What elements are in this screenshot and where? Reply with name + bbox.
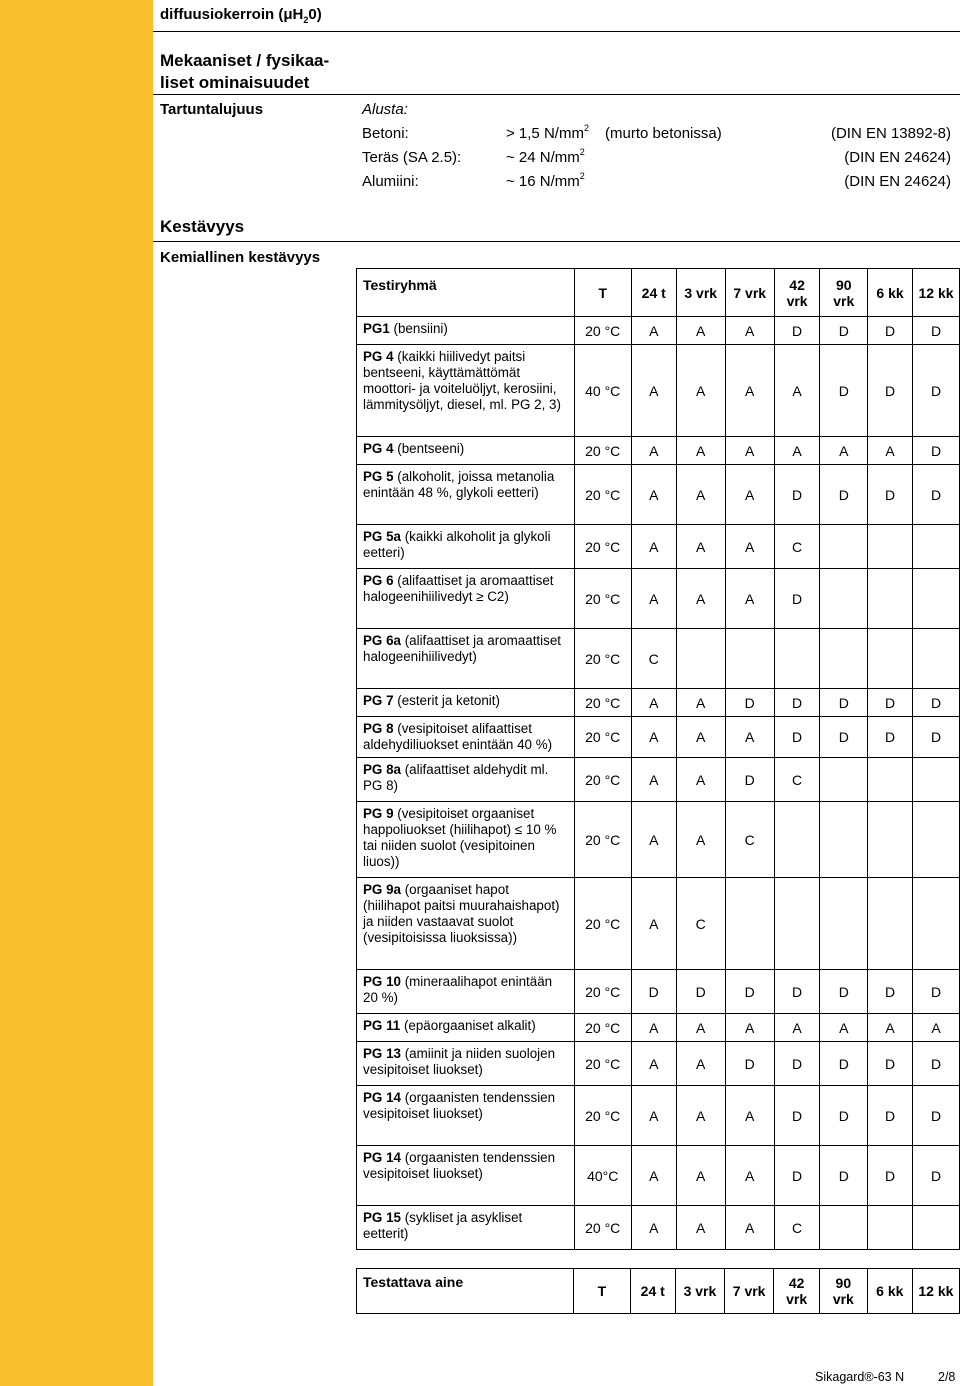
rating-cell: A [631,345,676,437]
tested-substance-table [356,1268,960,1314]
rating-cell: A [868,1014,913,1042]
rating-cell: D [676,970,725,1014]
table-row [357,878,960,970]
rating-cell: D [774,1146,820,1206]
temperature-cell: 40 °C [574,345,631,437]
rating-cell [820,569,868,629]
rating-cell [913,1206,960,1250]
test-group-code: PG 14 [363,1150,401,1165]
rating-cell [820,758,868,802]
table-header-row [357,1269,960,1314]
table-row [357,317,960,345]
rating-cell [774,629,820,689]
col-header: 24 t [631,269,676,317]
temperature-cell: 20 °C [574,878,631,970]
rating-cell: A [725,1206,774,1250]
table-row [357,1014,960,1042]
col-header: T [574,1269,631,1314]
test-group-code: PG 15 [363,1210,401,1225]
rating-cell: A [676,345,725,437]
test-group-code: PG1 [363,321,390,336]
temperature-cell: 20 °C [574,465,631,525]
rating-cell: A [631,465,676,525]
rating-cell: D [725,689,774,717]
test-group-description: (amiinit ja niiden suolojen vesipitoiset liuokset) [363,1046,556,1077]
rating-cell [820,802,868,878]
rating-cell: D [820,1086,868,1146]
rating-cell: A [725,1146,774,1206]
rating-cell: A [676,569,725,629]
rating-cell: A [631,878,676,970]
table-row [357,970,960,1014]
rating-cell: A [676,1042,725,1086]
rating-cell: C [774,758,820,802]
rating-cell [868,758,913,802]
rating-cell: A [631,1014,676,1042]
col-header: T [574,269,631,317]
footer-page: 2/8 [938,1370,956,1384]
rating-cell [913,525,960,569]
rating-cell: D [868,717,913,758]
temperature-cell: 20 °C [574,437,631,465]
test-group-description: (bentseeni) [393,441,465,456]
chemical-resistance-label: Kemiallinen kestävyys [160,249,321,266]
test-group-name [357,1042,575,1086]
test-group-description: (vesipitoiset orgaaniset happoliuokset (hiilihapot) ≤ 10 % tai niiden suolot (vesipitoinen liuos)) [363,806,557,869]
rating-cell: A [631,1086,676,1146]
rating-cell: D [820,317,868,345]
col-header: 7 vrk [725,1269,774,1314]
rating-cell: A [676,1146,725,1206]
rating-cell: A [676,1206,725,1250]
rating-cell: A [725,717,774,758]
rating-cell: A [676,1086,725,1146]
rating-cell: A [631,758,676,802]
rating-cell: A [725,569,774,629]
temperature-cell: 20 °C [574,1086,631,1146]
test-group-name [357,345,575,437]
rating-cell: C [725,802,774,878]
rating-cell: A [676,317,725,345]
rating-cell: A [725,317,774,345]
rating-cell: A [725,1086,774,1146]
adhesion-value: ~ 16 $N/mm^2$ [506,171,585,190]
diffusion-label: diffuusiokerroin $(\mu H_20)$ [160,6,322,25]
rating-cell: D [913,317,960,345]
rating-cell: A [631,802,676,878]
rating-cell [676,629,725,689]
table-row [357,802,960,878]
table-row [357,465,960,525]
rating-cell [913,802,960,878]
test-group-code: PG 7 [363,693,394,708]
table-row [357,569,960,629]
rating-cell: A [631,1206,676,1250]
rating-cell: D [913,465,960,525]
test-group-code: PG 8 [363,721,394,736]
test-group-description: (kaikki hiilivedyt paitsi bentseeni, käyttämättömät moottori- ja voiteluöljyt, kerosiini, lämmitysöljyt, diesel, ml. PG 2, 3) [363,349,561,412]
test-group-code: PG 8a [363,762,401,777]
rating-cell: D [774,689,820,717]
test-group-description: (mineraalihapot enintään 20 %) [363,974,553,1005]
test-group-name [357,437,575,465]
rating-cell: D [820,465,868,525]
test-group-code: PG 4 [363,349,394,364]
divider [153,31,960,32]
temperature-cell: 20 °C [574,802,631,878]
rating-cell [868,802,913,878]
footer-product: Sikagard®-63 N [815,1370,905,1384]
rating-cell [820,629,868,689]
rating-cell [868,569,913,629]
rating-cell: D [868,1146,913,1206]
table-row [357,1206,960,1250]
rating-cell: A [725,437,774,465]
test-group-code: PG 4 [363,441,394,456]
col-header: 90 vrk [820,269,868,317]
rating-cell: A [631,525,676,569]
test-group-name [357,465,575,525]
adhesion-material: Alumiini: [362,173,419,190]
rating-cell [913,629,960,689]
rating-cell: D [913,689,960,717]
temperature-cell: 20 °C [574,629,631,689]
rating-cell: A [676,689,725,717]
rating-cell: A [676,437,725,465]
rating-cell: D [774,1086,820,1146]
adhesion-value: ~ 24 $N/mm^2$ [506,147,585,166]
rating-cell: A [631,437,676,465]
test-group-name [357,317,575,345]
col-header: 90 vrk [819,1269,867,1314]
rating-cell: D [820,1146,868,1206]
test-group-code: PG 5 [363,469,394,484]
mechanical-heading: Mekaaniset / fysikaa- liset ominaisuudet [160,51,330,92]
table-row [357,1086,960,1146]
adhesion-standard: (DIN EN 24624) [844,173,951,190]
rating-cell: A [774,345,820,437]
rating-cell: D [868,970,913,1014]
test-group-code: PG 14 [363,1090,401,1105]
test-group-description: (kaikki alkoholit ja glykoli eetteri) [363,529,551,560]
rating-cell: D [820,689,868,717]
rating-cell: A [631,717,676,758]
test-group-description: (alifaattiset ja aromaattiset halogeenihiilivedyt) [363,633,561,664]
col-header: 3 vrk [676,269,725,317]
table-row [357,345,960,437]
rating-cell: A [820,1014,868,1042]
temperature-cell: 40°C [574,1146,631,1206]
adhesion-note: (murto betonissa) [605,125,722,142]
rating-cell: A [676,717,725,758]
rating-cell: C [774,525,820,569]
rating-cell: D [868,317,913,345]
rating-cell [774,802,820,878]
rating-cell [725,878,774,970]
rating-cell: A [631,569,676,629]
test-group-description: (orgaaniset hapot (hiilihapot paitsi muurahaishapot) ja niiden vastaavat suolot (vesipitoisissa liuoksissa)) [363,882,560,945]
rating-cell: A [631,317,676,345]
test-group-name [357,1146,575,1206]
adhesion-standard: (DIN EN 24624) [844,149,951,166]
rating-cell: D [725,970,774,1014]
temperature-cell: 20 °C [574,758,631,802]
col-header: 3 vrk [675,1269,724,1314]
rating-cell: D [820,970,868,1014]
test-group-name [357,1086,575,1146]
rating-cell: D [774,317,820,345]
test-group-name [357,717,575,758]
adhesion-value: > 1,5 $N/mm^2$ [506,123,589,142]
test-group-name [357,629,575,689]
temperature-cell: 20 °C [574,1014,631,1042]
temperature-cell: 20 °C [574,717,631,758]
rating-cell: A [725,465,774,525]
rating-cell: D [868,465,913,525]
temperature-cell: 20 °C [574,569,631,629]
rating-cell [913,878,960,970]
divider [153,241,960,242]
rating-cell: D [913,345,960,437]
chemical-resistance-table [356,268,960,1250]
test-group-name [357,878,575,970]
test-group-name [357,802,575,878]
rating-cell: D [725,1042,774,1086]
test-group-description: (alkoholit, joissa metanolia enintään 48 %, glykoli eetteri) [363,469,555,500]
temperature-cell: 20 °C [574,317,631,345]
test-group-description: (bensiini) [389,321,448,336]
rating-cell [868,878,913,970]
rating-cell: C [676,878,725,970]
test-group-description: (orgaanisten tendenssien vesipitoiset liuokset) [363,1150,556,1181]
rating-cell: A [676,465,725,525]
table-row [357,1146,960,1206]
col-header: 24 t [630,1269,675,1314]
test-group-description: (alifaattiset aldehydit ml. PG 8) [363,762,549,793]
rating-cell: A [725,525,774,569]
rating-cell [820,525,868,569]
test-group-code: PG 9a [363,882,401,897]
col-header-substance: Testattava aine [357,1269,574,1314]
rating-cell: C [774,1206,820,1250]
rating-cell: D [868,1086,913,1146]
rating-cell: A [676,1014,725,1042]
rating-cell [725,629,774,689]
rating-cell [913,569,960,629]
rating-cell: D [913,1146,960,1206]
rating-cell: D [820,345,868,437]
col-header: 42 vrk [774,1269,820,1314]
rating-cell: D [774,1042,820,1086]
test-group-description: (epäorgaaniset alkalit) [400,1018,536,1033]
test-group-name [357,1014,575,1042]
test-group-code: PG 10 [363,974,401,989]
table-header-row [357,269,960,317]
col-header-group: Testiryhmä [357,269,575,317]
sidebar-accent [0,0,153,1386]
test-group-name [357,1206,575,1250]
rating-cell: A [868,437,913,465]
rating-cell [774,878,820,970]
test-group-code: PG 5a [363,529,401,544]
rating-cell [868,525,913,569]
table-row [357,1042,960,1086]
col-header: 7 vrk [725,269,774,317]
table-row [357,629,960,689]
test-group-description: (alifaattiset ja aromaattiset halogeenihiilivedyt ≥ C2) [363,573,554,604]
rating-cell: A [725,1014,774,1042]
rating-cell: D [774,970,820,1014]
rating-cell: D [913,970,960,1014]
temperature-cell: 20 °C [574,525,631,569]
test-group-description: (orgaanisten tendenssien vesipitoiset liuokset) [363,1090,556,1121]
test-group-code: PG 6a [363,633,401,648]
divider [153,94,960,95]
rating-cell: A [676,525,725,569]
test-group-code: PG 9 [363,806,394,821]
temperature-cell: 20 °C [574,1042,631,1086]
rating-cell: C [631,629,676,689]
col-header: 6 kk [868,269,913,317]
rating-cell: A [631,689,676,717]
rating-cell: D [868,1042,913,1086]
rating-cell: D [913,717,960,758]
rating-cell: D [913,1086,960,1146]
adhesion-standard: (DIN EN 13892-8) [830,125,951,142]
adhesion-material: Teräs (SA 2.5): [362,149,462,166]
rating-cell: D [631,970,676,1014]
rating-cell [868,629,913,689]
rating-cell [913,758,960,802]
rating-cell: A [725,345,774,437]
rating-cell: D [913,437,960,465]
table-row [357,437,960,465]
adhesion-material: Betoni: [362,125,409,142]
rating-cell: A [631,1042,676,1086]
temperature-cell: 20 °C [574,689,631,717]
col-header: 6 kk [867,1269,912,1314]
test-group-name [357,525,575,569]
table-row [357,525,960,569]
durability-heading: Kestävyys [160,217,245,236]
test-group-name [357,758,575,802]
rating-cell: A [774,1014,820,1042]
test-group-code: PG 13 [363,1046,401,1061]
rating-cell: D [774,717,820,758]
rating-cell: D [868,689,913,717]
substrate-label: Alusta: [362,101,408,118]
adhesion-label: Tartuntalujuus [160,101,264,118]
test-group-description: (sykliset ja asykliset eetterit) [363,1210,523,1241]
rating-cell: A [913,1014,960,1042]
rating-cell [820,878,868,970]
rating-cell: A [631,1146,676,1206]
temperature-cell: 20 °C [574,970,631,1014]
rating-cell [820,1206,868,1250]
test-group-name [357,569,575,629]
test-group-description: (vesipitoiset alifaattiset aldehydiliuokset enintään 40 %) [363,721,553,752]
rating-cell: A [676,802,725,878]
temperature-cell: 20 °C [574,1206,631,1250]
test-group-code: PG 6 [363,573,394,588]
rating-cell: D [868,345,913,437]
rating-cell [868,1206,913,1250]
col-header: 42 vrk [774,269,820,317]
rating-cell: A [676,758,725,802]
rating-cell: D [913,1042,960,1086]
table-row [357,717,960,758]
rating-cell: D [774,465,820,525]
rating-cell: D [774,569,820,629]
rating-cell: A [774,437,820,465]
table-row [357,689,960,717]
rating-cell: D [820,717,868,758]
rating-cell: D [725,758,774,802]
test-group-description: (esterit ja ketonit) [393,693,500,708]
test-group-name [357,689,575,717]
col-header: 12 kk [913,269,960,317]
col-header: 12 kk [912,1269,959,1314]
rating-cell: D [820,1042,868,1086]
test-group-code: PG 11 [363,1018,401,1033]
test-group-name [357,970,575,1014]
table-row [357,758,960,802]
rating-cell: A [820,437,868,465]
